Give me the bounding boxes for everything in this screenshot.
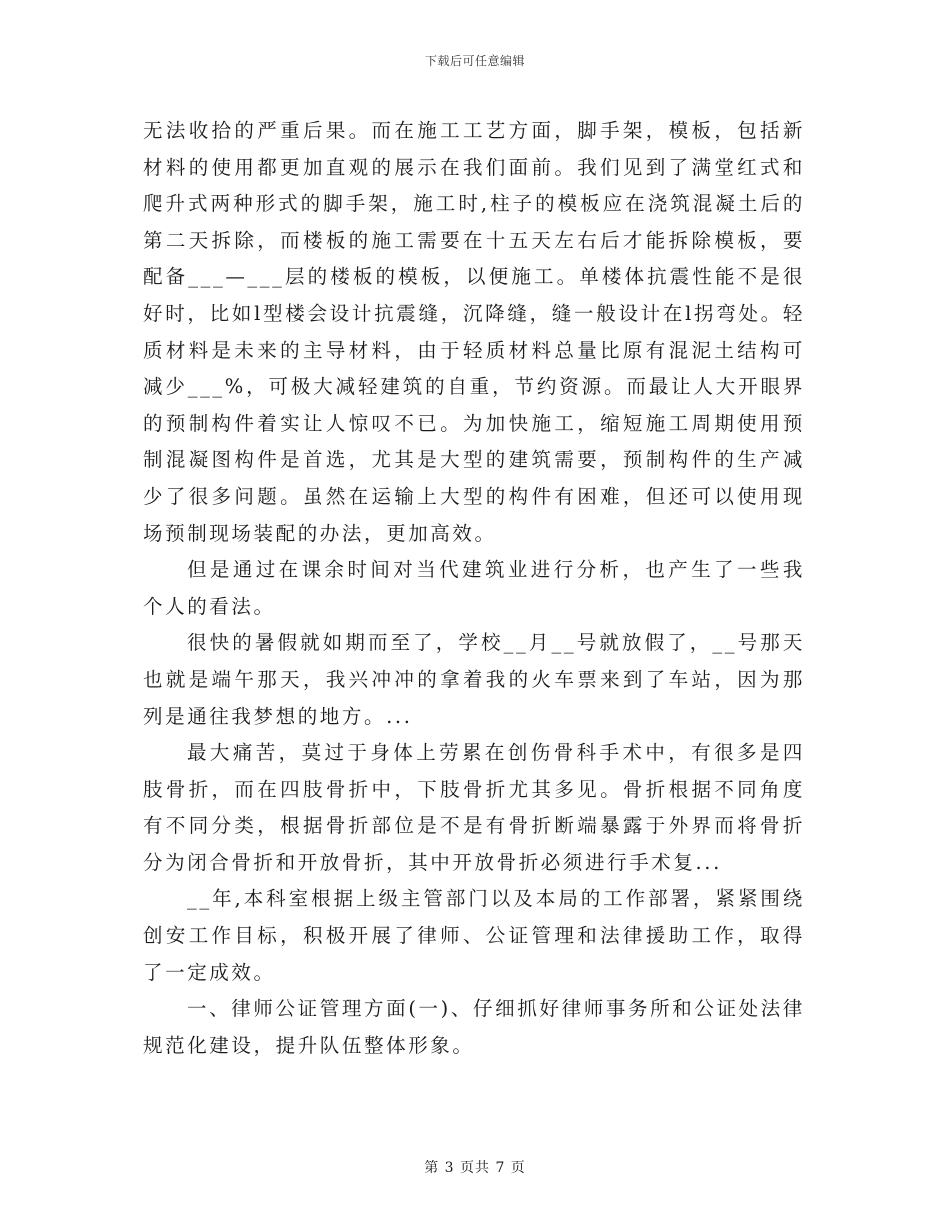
paragraph-1: 无法收拾的严重后果。而在施工工艺方面，脚手架，模板，包括新材料的使用都更加直观的展示在我们面前。我们见到了满堂红式和爬升式两种形式的脚手架，施工时,柱子的模板应在浇筑混凝土后的第二天拆除，而楼板的施工需要在十五天左右后才能拆除模板，要配备___—___层的楼板的模板，以便施工。单楼体抗震性能不是很好时，比如l型楼会设计抗震缝，沉降缝，缝一般设计在l拐弯处。轻质材料是未来的主导材料，由于轻质材料总量比原有混泥土结构可减少___%，可极大减轻建筑的自重，节约资源。而最让人大开眼界的预制构件着实让人惊叹不已。为加快施工，缩短施工周期使用预制混凝图构件是首选，尤其是大型的建筑需要，预制构件的生产减少了很多问题。虽然在运输上大型的构件有困难，但还可以使用现场预制现场装配的办法，更加高效。 xyxy=(143,119,805,545)
document-body xyxy=(143,113,805,1064)
page-number: 第 3 页共 7 页 xyxy=(424,1160,526,1176)
paragraph-6: 一、律师公证管理方面(一)、仔细抓好律师事务所和公证处法律规范化建设，提升队伍整体形象。 xyxy=(143,997,805,1057)
paragraph-4: 最大痛苦，莫过于身体上劳累在创伤骨科手术中，有很多是四肢骨折，而在四肢骨折中，下肢骨折尤其多见。骨折根据不同角度有不同分类，根据骨折部位是不是有骨折断端暴露于外界而将骨折分为闭合骨折和开放骨折，其中开放骨折必须进行手术复... xyxy=(143,741,805,874)
page-header: 下载后可任意编辑 xyxy=(424,54,525,68)
paragraph-5: __年,本科室根据上级主管部门以及本局的工作部署，紧紧围绕创安工作目标，积极开展了律师、公证管理和法律援助工作，取得了一定成效。 xyxy=(143,887,805,984)
paragraph-2: 但是通过在课余时间对当代建筑业进行分析，也产生了一些我个人的看法。 xyxy=(143,558,805,618)
paragraph-3: 很快的暑假就如期而至了，学校__月__号就放假了，__号那天也就是端午那天，我兴冲冲的拿着我的火车票来到了车站，因为那列是通往我梦想的地方。... xyxy=(143,631,805,728)
